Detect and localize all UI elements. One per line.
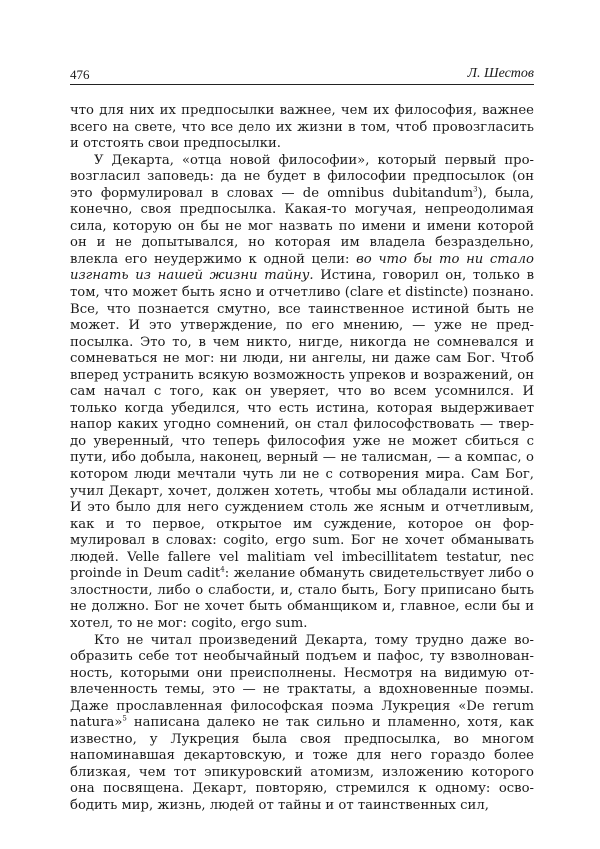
emphasis-text: во что бы то ни стало изгнать из нашей жизни тайну. <box>70 251 534 284</box>
paragraph <box>70 633 534 815</box>
text-run: ), была, конечно, своя предпосылка. Какая-то могучая, непреодолимая сила, которую он бы не мог назвать по имени и имени которой он и не допытывался, но которая им владела безраздельно, влекла его неудержимо к одной цели: <box>70 185 534 267</box>
body-text <box>70 103 534 815</box>
paragraph <box>70 103 534 153</box>
text-run: : желание обмануть свидетельствует либо о злостности, либо о слабости, и, стало быть, Богу приписано быть не должно. Бог не хочет быть обманщиком и, главное, если бы и хотел, то не мог: cogito, ergo sum. <box>70 566 535 631</box>
text-run: написана далеко не так сильно и пламенно, хотя, как известно, у Лукреция была своя предпосылка, во многом напоминавшая декартовскую, и тоже для него гораздо более близкая, чем тот эпикуровский атомизм, изложению которого она посвящена. Декарт, повторяю, стремился к одному: освободить мир, жизнь, людей от тайны и от таинственных сил, <box>70 715 534 813</box>
footnote-ref: 3 <box>473 185 478 194</box>
text-run: Истина, говорил он, только в том, что может быть ясно и отчетливо (clare et distincte) познано. Все, что познается смутно, все таинственное истиной быть не может. И это утверждение, по его мнению, — уже не предпосылка. Это то, в чем никто, нигде, никогда не сомневался и сомневаться не мог: ни люди, ни ангелы, ни даже сам Бог. Чтоб вперед устранить всякую возможность упреков и возражений, он сам начал с того, как он уверяет, что во всем усомнился. И только когда убедился, что есть истина, которая выдерживает напор каких угодно сомнений, он стал философствовать — твердо уверенный, что теперь философия уже не может сбиться с пути, ибо добыла, наконец, верный — не талисман, — а компас, о котором люди мечтали чуть ли не с сотворения мира. Сам Бог, учил Декарт, хочет, должен хотеть, чтобы мы обладали истиной. И это было для него суждением столь же ясным и отчетливым, как и то первое, открытое им суждение, которое он формулировал в словах: cogito, ergo sum. Бог не хочет обманывать людей. Velle fallere vel malitiam vel imbecillitatem testatur, nec proinde in Deum cadit <box>70 268 534 582</box>
page-number: 476 <box>70 67 90 82</box>
footnote-ref: 5 <box>122 714 127 723</box>
footnote-ref: 4 <box>220 565 225 574</box>
text-run: Кто не читал произведений Декарта, тому трудно даже вообразить себе тот необычайный подъем и пафос, ту взволнованность, которыми они преисполнены. Несмотря на видимую отвлеченность темы, это — не трактаты, а вдохновенные поэмы. Даже прославленная философская поэма Лукреция «De rerum natura» <box>70 632 534 731</box>
page-header <box>70 64 534 85</box>
text-run: что для них их предпосылки важнее, чем их философия, важнее всего на свете, что все дело их жизни в том, чтоб провозгласить и отстоять свои предпосылки. <box>70 103 534 152</box>
paragraph <box>70 153 534 633</box>
running-head-author: Л. Шестов <box>467 66 534 81</box>
text-run: У Декарта, «отца новой философии», который первый провозгласил заповедь: да не будет в философии предпосылок (он это формулировал в словах — de omnibus dubitandum <box>70 152 534 201</box>
